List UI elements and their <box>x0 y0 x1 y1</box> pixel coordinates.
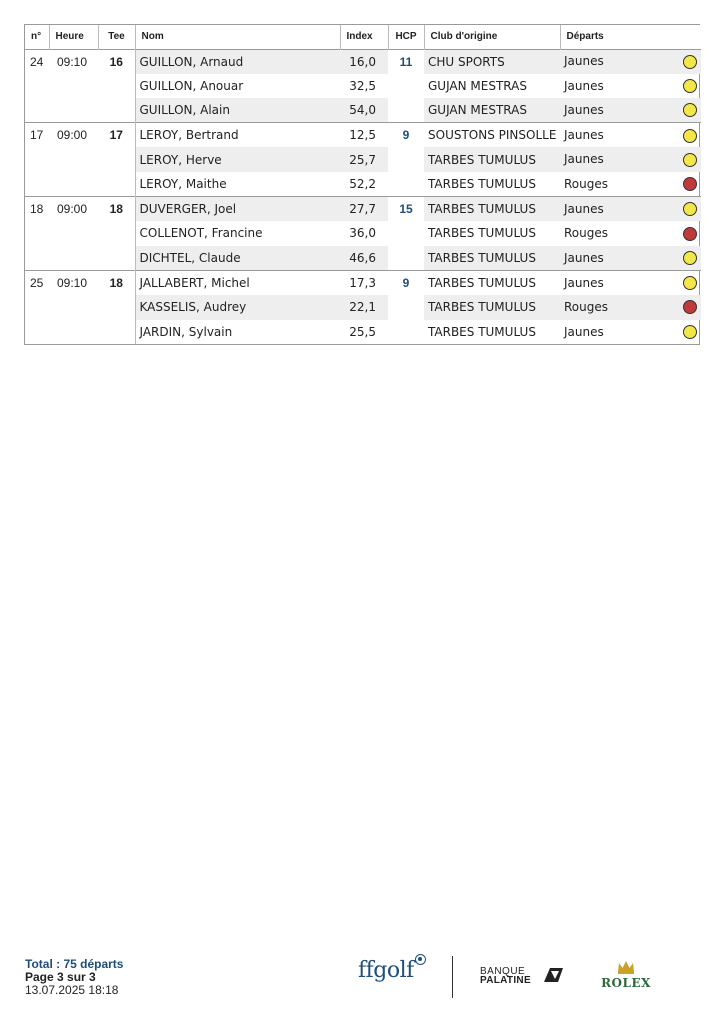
player-name: GUILLON, Arnaud <box>135 49 340 74</box>
departure-label: Jaunes <box>564 54 604 69</box>
player-name: JALLABERT, Michel <box>135 270 340 295</box>
departure-label: Jaunes <box>564 102 604 117</box>
player-name: DUVERGER, Joel <box>135 197 340 222</box>
player-departure <box>560 221 701 246</box>
header-club: Club d'origine <box>424 25 560 49</box>
player-club: CHU SPORTS <box>424 49 560 74</box>
tee-time: 09:10 <box>49 270 98 344</box>
table-row <box>25 49 701 74</box>
header-hcp: HCP <box>388 25 424 49</box>
tee-number: 18 <box>98 197 135 271</box>
player-departure <box>560 320 701 345</box>
player-index: 52,2 <box>349 177 376 192</box>
banque-wordmark-line2: PALATINE <box>480 975 531 986</box>
start-list-table <box>24 24 700 345</box>
player-name: LEROY, Bertrand <box>135 123 340 148</box>
tee-marker-icon <box>683 103 697 117</box>
player-index: 12,5 <box>340 123 388 148</box>
ffgolf-logo <box>358 958 425 983</box>
player-index: 22,1 <box>340 295 388 320</box>
player-club: TARBES TUMULUS <box>428 324 536 339</box>
tee-marker-icon <box>683 55 697 69</box>
flight-hcp: 15 <box>388 197 424 271</box>
player-name: LEROY, Herve <box>135 147 340 172</box>
player-name: GUILLON, Alain <box>135 98 340 123</box>
tee-number: 17 <box>98 123 135 197</box>
player-name: JARDIN, Sylvain <box>135 320 340 345</box>
flight-number: 25 <box>25 270 49 344</box>
ffgolf-wordmark: ffgolf <box>358 958 414 983</box>
table-row <box>25 197 701 222</box>
player-index: 16,0 <box>340 49 388 74</box>
header-index: Index <box>340 25 388 49</box>
table-row <box>25 123 701 148</box>
player-name: COLLENOT, Francine <box>135 221 340 246</box>
departure-label: Jaunes <box>564 324 604 339</box>
departure-label: Rouges <box>564 226 608 241</box>
departure-label: Jaunes <box>564 201 604 216</box>
tee-marker-icon <box>683 129 697 143</box>
departure-label: Rouges <box>564 299 608 314</box>
banque-wordmark-line1: BANQUE <box>480 966 526 977</box>
player-index: 36,0 <box>349 226 376 241</box>
flight-number: 17 <box>25 123 49 197</box>
player-name: KASSELIS, Audrey <box>135 295 340 320</box>
page-number: Page 3 sur 3 <box>25 970 96 984</box>
banque-palatine-logo <box>480 967 531 985</box>
player-name: LEROY, Maithe <box>135 172 340 197</box>
player-departure <box>560 147 701 172</box>
departure-label: Jaunes <box>564 250 604 265</box>
tee-marker-icon <box>683 276 697 290</box>
registered-icon <box>415 954 426 965</box>
flight-hcp: 9 <box>388 270 424 344</box>
tee-marker-icon <box>683 202 697 216</box>
crown-icon <box>617 960 635 974</box>
header-time: Heure <box>49 25 98 49</box>
total-departures: Total : 75 départs <box>25 957 124 971</box>
departure-label: Jaunes <box>564 128 604 143</box>
table-row <box>25 270 701 295</box>
rolex-logo <box>598 960 654 990</box>
departure-label: Jaunes <box>564 152 604 167</box>
player-index: 25,5 <box>349 324 376 339</box>
footer-summary <box>25 957 123 997</box>
header-name: Nom <box>135 25 340 49</box>
player-club: TARBES TUMULUS <box>424 295 560 320</box>
table-header-row <box>25 25 701 49</box>
logo-divider <box>452 956 453 998</box>
tee-marker-icon <box>683 79 697 93</box>
tee-marker-icon <box>683 153 697 167</box>
tee-time: 09:00 <box>49 123 98 197</box>
player-departure <box>560 49 701 74</box>
departure-label: Jaunes <box>564 78 604 93</box>
player-club: TARBES TUMULUS <box>424 197 560 222</box>
player-name: GUILLON, Anouar <box>135 74 340 99</box>
flight-number: 18 <box>25 197 49 271</box>
tee-number: 16 <box>98 49 135 123</box>
player-club: TARBES TUMULUS <box>424 147 560 172</box>
player-club: TARBES TUMULUS <box>424 246 560 271</box>
player-index: 46,6 <box>340 246 388 271</box>
player-club: GUJAN MESTRAS <box>428 78 527 93</box>
player-club: TARBES TUMULUS <box>428 226 536 241</box>
player-departure <box>560 123 701 148</box>
palatine-emblem-icon <box>542 966 564 984</box>
tee-marker-icon <box>683 177 697 191</box>
header-tee: Tee <box>98 25 135 49</box>
player-club: SOUSTONS PINSOLLE <box>424 123 560 148</box>
print-date: 13.07.2025 18:18 <box>25 983 119 997</box>
player-departure <box>560 270 701 295</box>
departure-label: Jaunes <box>564 275 604 290</box>
header-no: n° <box>25 25 49 49</box>
tee-time: 09:10 <box>49 49 98 123</box>
player-departure <box>560 74 701 99</box>
tee-marker-icon <box>683 251 697 265</box>
player-index: 17,3 <box>340 270 388 295</box>
rolex-wordmark: ROLEX <box>601 976 651 990</box>
tee-marker-icon <box>683 325 697 339</box>
tee-marker-icon <box>683 300 697 314</box>
player-name: DICHTEL, Claude <box>135 246 340 271</box>
player-departure <box>560 172 701 197</box>
player-departure <box>560 295 701 320</box>
player-index: 25,7 <box>340 147 388 172</box>
player-departure <box>560 197 701 222</box>
flight-hcp: 9 <box>388 123 424 197</box>
flight-hcp: 11 <box>388 49 424 123</box>
player-club: GUJAN MESTRAS <box>424 98 560 123</box>
flight-number: 24 <box>25 49 49 123</box>
player-club: TARBES TUMULUS <box>428 177 536 192</box>
player-index: 27,7 <box>340 197 388 222</box>
player-departure <box>560 246 701 271</box>
tee-number: 18 <box>98 270 135 344</box>
tee-marker-icon <box>683 227 697 241</box>
player-club: TARBES TUMULUS <box>424 270 560 295</box>
header-departure: Départs <box>560 25 701 49</box>
player-departure <box>560 98 701 123</box>
tee-time: 09:00 <box>49 197 98 271</box>
player-index: 54,0 <box>340 98 388 123</box>
player-index: 32,5 <box>349 78 376 93</box>
departure-label: Rouges <box>564 176 608 191</box>
